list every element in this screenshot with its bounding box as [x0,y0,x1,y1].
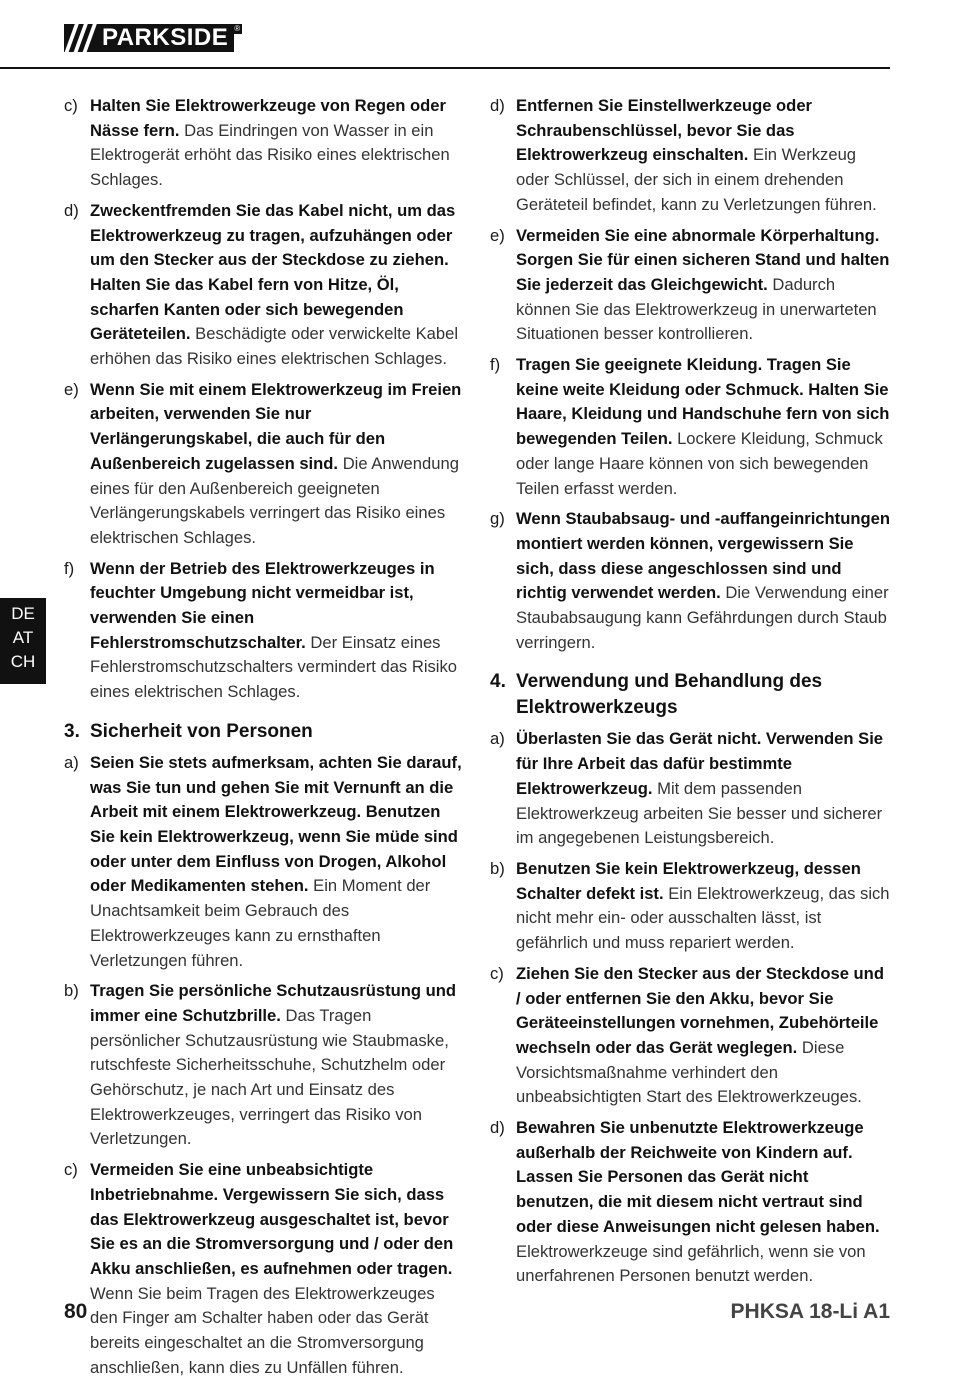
item-label: g) [490,509,505,529]
item-label: c) [64,96,78,115]
item-bold-text: Bewahren Sie unbenutzte Elektrowerkzeuge außerhalb der Reichweite von Kindern auf. Lassen Sie Personen das Gerät nicht benutzen, die mit diesem nicht vertraut sind oder diese Anweisungen nicht gelesen haben. [516,1118,880,1236]
list-item [64,199,466,372]
item-text: Ein Werkzeug oder Schlüssel, der sich in einem drehenden Geräteteil befindet, kann zu Verletzungen führen. [516,145,877,214]
header-divider [0,67,890,69]
list-item [64,557,466,705]
list-item [490,1116,890,1289]
section-title: Verwendung und Behandlung des Elektrowerkzeugs [516,671,823,719]
item-label: f) [490,355,501,375]
list-item [490,727,890,851]
left-column [64,94,466,1386]
item-label: b) [64,981,79,1001]
item-label: a) [64,752,79,772]
item-bold-text: Seien Sie stets aufmerksam, achten Sie darauf, was Sie tun und gehen Sie mit Vernunft an die Arbeit mit einem Elektrowerkzeug. Benutzen Sie kein Elektrowerkzeug, wenn Sie müde sind oder unter dem Einfluss von Drogen, Alkohol oder Medikamenten stehen. [90,752,462,896]
list-item [64,1158,466,1380]
list-item [490,224,890,348]
item-text: Ein Elektrowerkzeug, das sich nicht mehr ein- oder ausschalten lässt, ist gefährlich und muss repariert werden. [516,883,890,953]
section-number: 3. [64,720,80,742]
item-label: d) [64,200,79,220]
item-bold-text: Benutzen Sie kein Elektrowerkzeug, dessen Schalter defekt ist. [516,858,861,903]
item-label: e) [490,225,505,245]
item-label: e) [64,379,79,399]
list-item [490,962,890,1110]
item-text: Ein Moment der Unachtsamkeit beim Gebrauch des Elektrowerkzeuges kann zu ernsthaften Verletzungen führen. [90,876,431,970]
item-label: f) [64,558,75,578]
item-text: Mit dem passenden Elektrowerkzeug arbeiten Sie besser und sicherer im angegebenen Leistungsbereich. [516,778,883,848]
item-text: Lockere Kleidung, Schmuck oder lange Haare können von sich bewegenden Teilen erfasst werden. [516,429,883,498]
item-text: Dadurch können Sie das Elektrowerkzeug in unerwarteten Situationen besser kontrollieren. [516,274,877,344]
list-item [490,94,890,218]
item-bold-text: Vermeiden Sie eine unbeabsichtigte Inbetriebnahme. Vergewissern Sie sich, dass das Elektrowerkzeug ausgeschaltet ist, bevor Sie es an die Stromversorgung und / oder den Akku anschließen, es aufnehmen oder tragen. [90,1160,454,1278]
list-item [64,94,466,193]
item-bold-text: Wenn Sie mit einem Elektrowerkzeug im Freien arbeiten, verwenden Sie nur Verlängerungskabel, die auch für den Außenbereich zugelassen sind. [90,379,462,473]
item-bold-text: Vermeiden Sie eine abnormale Körperhaltung. Sorgen Sie für einen sicheren Stand und halten Sie jederzeit das Gleichgewicht. [516,225,890,294]
list-item [64,979,466,1152]
item-label: d) [490,96,505,115]
lang-ch: CH [10,652,36,671]
item-bold-text: Tragen Sie geeignete Kleidung. Tragen Sie keine weite Kleidung oder Schmuck. Halten Sie Haare, Kleidung und Handschuhe fern von sich bewegenden Teilen. [516,355,890,449]
item-text: Beschädigte oder verwickelte Kabel erhöhen das Risiko eines elektrischen Schlages. [90,324,459,369]
section-title: Sicherheit von Personen [90,720,313,742]
section-number: 4. [490,671,506,693]
item-bold-text: Ziehen Sie den Stecker aus der Steckdose und / oder entfernen Sie den Akku, bevor Sie Geräteeinstellungen vornehmen, Zubehörteile wechseln oder das Gerät weglegen. [516,963,884,1057]
item-text: Wenn Sie beim Tragen des Elektrowerkzeuges den Finger am Schalter haben oder das Gerät bereits eingeschaltet an die Stromversorgung anschließen, kann dies zu Unfällen führen. [90,1283,435,1377]
list-item [64,751,466,973]
section-heading-3 [64,719,466,745]
parkside-logo [64,24,242,52]
item-text: Diese Vorsichtsmaßnahme verhindert den unbeabsichtigten Start des Elektrowerkzeuges. [516,1037,862,1107]
item-text: Das Tragen persönlicher Schutzausrüstung wie Staubmaske, rutschfeste Sicherheitsschuhe, Schutzhelm oder Gehörschutz, je nach Art und Einsatz des Elektrowerkzeuges, verringert das Risiko von Verletzungen. [90,1005,449,1149]
item-label: d) [490,1118,505,1138]
item-label: b) [490,858,505,878]
language-tab [0,598,46,684]
item-text: Elektrowerkzeuge sind gefährlich, wenn sie von unerfahrenen Personen benutzt werden. [516,1241,866,1286]
section-heading-4 [490,669,890,721]
item-text: Die Verwendung einer Staubabsaugung kann Gefährdungen durch Staub verringern. [516,583,889,652]
logo-slashes-icon [64,24,98,52]
page-header [0,0,954,70]
item-bold-text: Zweckentfremden Sie das Kabel nicht, um das Elektrowerkzeug zu tragen, aufzuhängen oder um den Stecker aus der Steckdose zu ziehen. Halten Sie das Kabel fern von Hitze, Öl, scharfen Kanten oder sich bewegenden Geräteteilen. [90,200,456,344]
item-text: Die Anwendung eines für den Außenbereich geeigneten Verlängerungskabels verringert das Risiko eines elektrischen Schlages. [90,453,459,547]
item-label: c) [490,963,504,983]
item-bold-text: Tragen Sie persönliche Schutzausrüstung und immer eine Schutzbrille. [90,981,457,1025]
page-number: 80 [64,1300,88,1323]
logo-brand-text: PARKSIDE [98,24,234,52]
model-name: PHKSA 18-Li A1 [730,1300,890,1323]
item-bold-text: Überlasten Sie das Gerät nicht. Verwenden Sie für Ihre Arbeit das dafür bestimmte Elektrowerkzeug. [516,729,884,798]
item-text: Das Eindringen von Wasser in ein Elektrogerät erhöht das Risiko eines elektrischen Schlages. [90,120,450,190]
item-bold-text: Halten Sie Elektrowerkzeuge von Regen oder Nässe fern. [90,96,446,140]
item-bold-text: Wenn Staubabsaug- und -auffangeinrichtungen montiert werden können, vergewissern Sie sich, dass diese angeschlossen sind und richtig verwendet werden. [516,509,890,603]
item-bold-text: Entfernen Sie Einstellwerkzeuge oder Schraubenschlüssel, bevor Sie das Elektrowerkzeug einschalten. [516,96,813,165]
list-item [490,507,890,655]
item-label: a) [490,729,505,749]
lang-de: DE [11,604,35,623]
item-bold-text: Wenn der Betrieb des Elektrowerkzeuges in feuchter Umgebung nicht vermeidbar ist, verwenden Sie einen Fehlerstromschutzschalter. [90,558,435,652]
list-item [64,378,466,551]
list-item [490,857,890,956]
right-column [490,94,890,1295]
item-text: Der Einsatz eines Fehlerstromschutzschalters vermindert das Risiko eines elektrischen Schlages. [90,632,458,702]
item-label: c) [64,1160,78,1180]
logo-registered-mark: ® [234,24,241,33]
lang-at: AT [12,628,34,647]
list-item [490,353,890,501]
